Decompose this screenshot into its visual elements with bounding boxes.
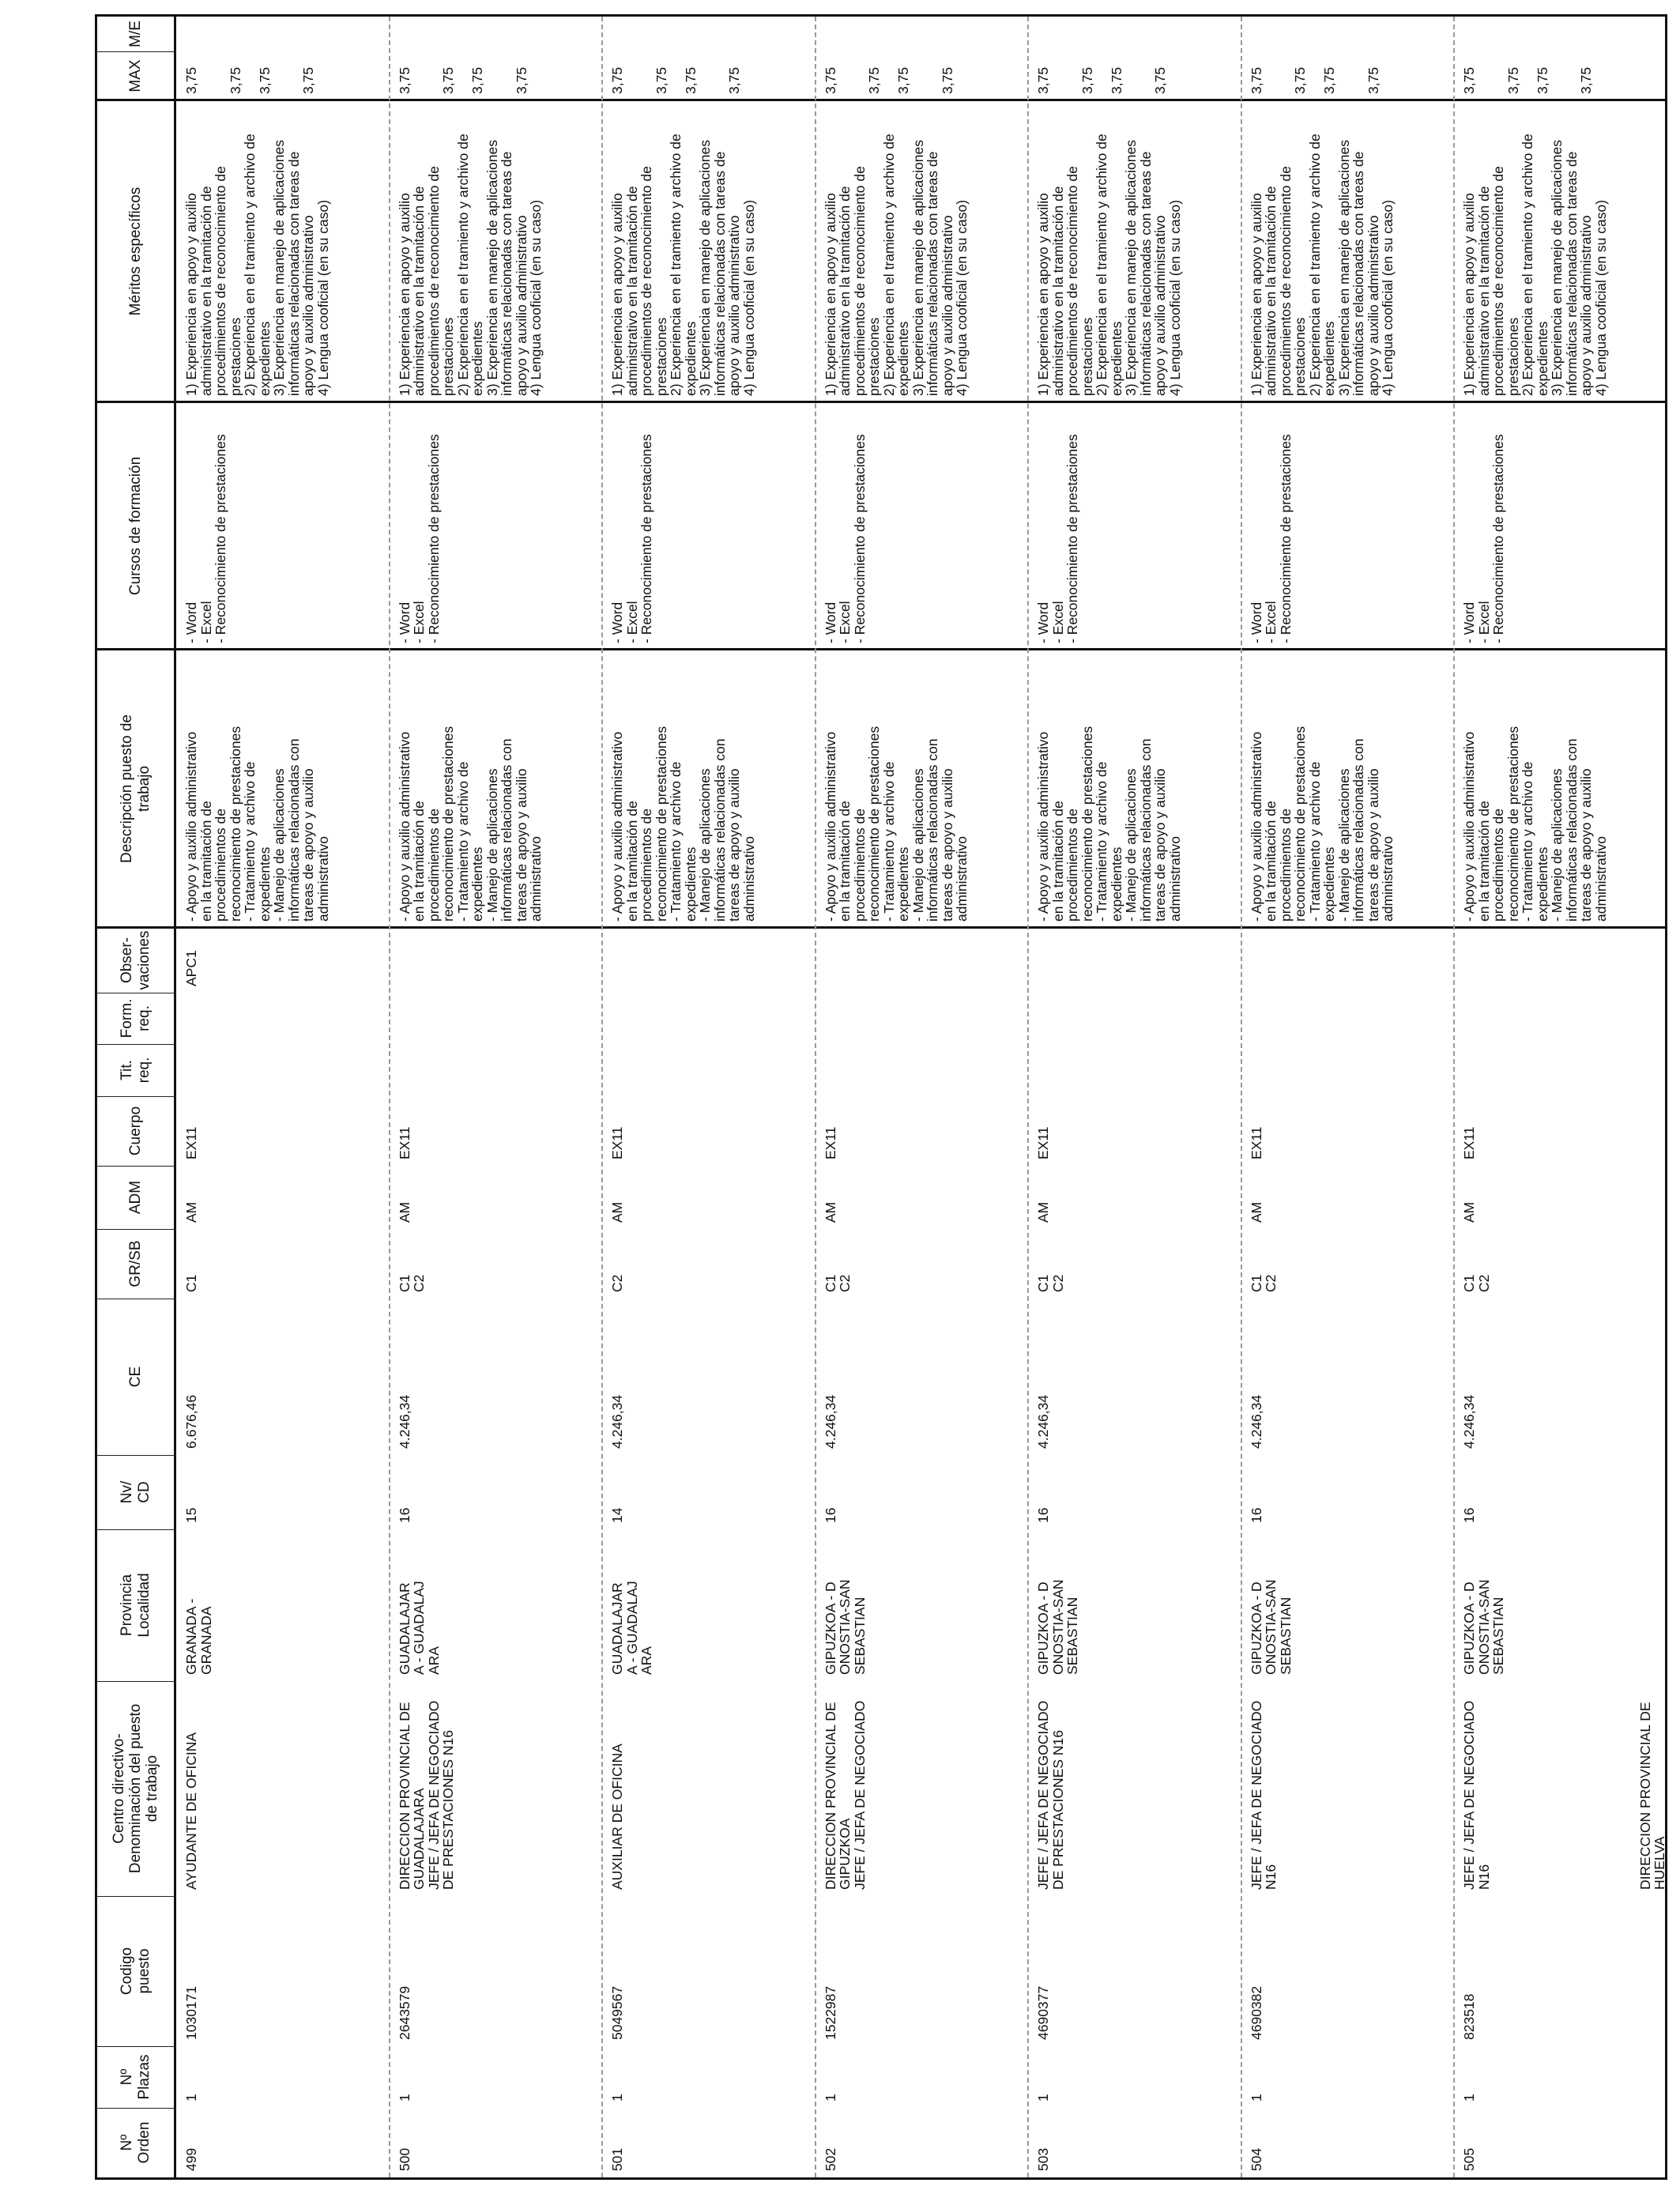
cell-nvcd: 16 xyxy=(396,1507,412,1523)
cell-obs xyxy=(1249,929,1453,986)
cell-cursos: - Word - Excel - Reconocimiento de prestaciones xyxy=(396,434,442,643)
cell-grsb: C1 C2 xyxy=(396,1274,428,1292)
cell-cuerpo: EX11 xyxy=(1248,1126,1264,1159)
header-meritos: Méritos específicos xyxy=(126,187,144,316)
cell-ce: 4.246,34 xyxy=(1035,1394,1051,1449)
column-divider xyxy=(97,1229,176,1230)
cell-obs xyxy=(610,929,814,986)
cell-centro: JEFE / JEFA DE NEGOCIADO DE PRESTACIONES N16 xyxy=(1035,1700,1066,1890)
cell-nvcd: 16 xyxy=(822,1507,838,1523)
cell-descripcion: - Apoyo y auxilio administrativo en la tramitación de procedimientos de reconocimiento de prestaciones - Tratamiento y archivo de expedientes - Manejo de aplicaciones informáticas relacionadas con tareas de apoyo y auxilio administrativo xyxy=(609,726,757,922)
cell-nvcd: 16 xyxy=(1035,1507,1051,1523)
cell-grsb: C1 C2 xyxy=(1248,1274,1279,1292)
cell-obs xyxy=(823,929,1027,986)
cell-cuerpo: EX11 xyxy=(609,1126,625,1159)
cell-descripcion: - Apoyo y auxilio administrativo en la tramitación de procedimientos de reconocimiento de prestaciones - Tratamiento y archivo de expedientes - Manejo de aplicaciones informáticas relacionadas con tareas de apoyo y auxilio administrativo xyxy=(1248,726,1396,922)
cell-grsb: C1 xyxy=(183,1274,199,1292)
row-divider xyxy=(1453,17,1455,2177)
row-divider xyxy=(389,17,390,2177)
cell-obs xyxy=(397,929,601,986)
cell-centro: DIRECCION PROVINCIAL DE GUADALAJARA JEFE / JEFA DE NEGOCIADO DE PRESTACIONES N16 xyxy=(396,1700,457,1890)
cell-obs: APC1 xyxy=(183,950,199,986)
cell-adm: AM xyxy=(396,1201,412,1223)
cell-codigo: 4690382 xyxy=(1248,1985,1264,2040)
cell-codigo: 2643579 xyxy=(396,1985,412,2040)
cell-grsb: C1 C2 xyxy=(1035,1274,1066,1292)
cell-max: 3,75 3,75 3,75 3,75 xyxy=(609,66,743,94)
table-row xyxy=(390,17,603,2177)
cell-meritos: 1) Experiencia en apoyo y auxilio administrativo en la tramitación de procedimientos de reconocimiento de prestaciones 2) Experiencia en el tramiento y archivo de expedientes 3) Experiencia en manejo de aplicaciones informáticas relacionadas con tareas de apoyo y auxilio administrativo 4) Lengua cooficial (en su caso) xyxy=(1248,134,1396,396)
cell-codigo: 5049567 xyxy=(609,1985,625,2040)
header-centro: Centro directivo- Denominación del puesto de trabajo xyxy=(110,1703,161,1874)
cell-plazas: 1 xyxy=(396,2094,412,2102)
row-divider xyxy=(1027,17,1029,2177)
cell-orden: 504 xyxy=(1248,2147,1264,2171)
cell-provincia: GIPUZKOA - D ONOSTIA-SAN SEBASTIAN xyxy=(822,1579,868,1675)
cell-adm: AM xyxy=(609,1201,625,1223)
column-divider xyxy=(97,1044,176,1045)
cell-cuerpo: EX11 xyxy=(1035,1126,1051,1159)
cell-nvcd: 14 xyxy=(609,1507,625,1523)
header-codigo: Codigo puesto xyxy=(119,1947,153,1996)
cell-orden: 505 xyxy=(1461,2147,1477,2171)
column-divider xyxy=(97,1681,176,1682)
cell-ce: 4.246,34 xyxy=(1461,1394,1477,1449)
cell-cursos: - Word - Excel - Reconocimiento de prestaciones xyxy=(1248,434,1294,643)
cell-orden: 499 xyxy=(183,2147,199,2171)
header-max: MAX xyxy=(126,59,144,92)
cell-ce: 4.246,34 xyxy=(822,1394,838,1449)
cell-cursos: - Word - Excel - Reconocimiento de prestaciones xyxy=(1461,434,1507,643)
cell-adm: AM xyxy=(1035,1201,1051,1223)
cell-cursos: - Word - Excel - Reconocimiento de prestaciones xyxy=(609,434,655,643)
cell-orden: 502 xyxy=(822,2147,838,2171)
cell-orden: 503 xyxy=(1035,2147,1051,2171)
cell-max: 3,75 3,75 3,75 3,75 xyxy=(1035,66,1169,94)
header-form: Form. req. xyxy=(119,998,153,1039)
cell-obs xyxy=(1462,929,1666,986)
cell-adm: AM xyxy=(183,1201,199,1223)
table-header xyxy=(97,17,176,2177)
cell-cuerpo: EX11 xyxy=(183,1126,199,1159)
cell-obs xyxy=(1036,929,1240,986)
cell-grsb: C2 xyxy=(609,1274,625,1292)
cell-descripcion: - Apoyo y auxilio administrativo en la tramitación de procedimientos de reconocimiento de prestaciones - Tratamiento y archivo de expedientes - Manejo de aplicaciones informáticas relacionadas con tareas de apoyo y auxilio administrativo xyxy=(396,726,544,922)
cell-cursos: - Word - Excel - Reconocimiento de prestaciones xyxy=(1035,434,1081,643)
cell-max: 3,75 3,75 3,75 3,75 xyxy=(183,66,317,94)
table-row xyxy=(1028,17,1241,2177)
cell-adm: AM xyxy=(822,1201,838,1223)
table-row xyxy=(602,17,816,2177)
job-positions-table xyxy=(95,14,1667,2180)
cell-nvcd: 16 xyxy=(1248,1507,1264,1523)
header-cursos: Cursos de formación xyxy=(126,456,144,596)
header-me: M/E xyxy=(126,21,144,47)
cell-provincia: GIPUZKOA - D ONOSTIA-SAN SEBASTIAN xyxy=(1248,1579,1294,1675)
column-divider xyxy=(97,648,1665,650)
cell-nvcd: 16 xyxy=(1461,1507,1477,1523)
column-divider xyxy=(97,2046,176,2047)
cell-plazas: 1 xyxy=(183,2094,199,2102)
cell-centro: JEFE / JEFA DE NEGOCIADO N16 xyxy=(1248,1700,1279,1890)
cell-provincia: GIPUZKOA - D ONOSTIA-SAN SEBASTIAN xyxy=(1461,1579,1507,1675)
header-cuerpo: Cuerpo xyxy=(126,1106,144,1156)
cell-ce: 4.246,34 xyxy=(1248,1394,1264,1449)
cell-codigo: 823518 xyxy=(1461,1993,1477,2040)
cell-codigo: 4690377 xyxy=(1035,1985,1051,2040)
column-divider xyxy=(97,1896,176,1897)
cell-provincia: GUADALAJAR A - GUADALAJ ARA xyxy=(396,1581,442,1675)
cell-meritos: 1) Experiencia en apoyo y auxilio administrativo en la tramitación de procedimientos de reconocimiento de prestaciones 2) Experiencia en el tramiento y archivo de expedientes 3) Experiencia en manejo de aplicaciones informáticas relacionadas con tareas de apoyo y auxilio administrativo 4) Lengua cooficial (en su caso) xyxy=(183,134,331,396)
cell-codigo: 1030171 xyxy=(183,1985,199,2040)
cell-max: 3,75 3,75 3,75 3,75 xyxy=(1248,66,1381,94)
cell-orden: 500 xyxy=(396,2147,412,2171)
cell-provincia: GIPUZKOA - D ONOSTIA-SAN SEBASTIAN xyxy=(1035,1579,1081,1675)
header-orden: Nº Orden xyxy=(119,2121,153,2164)
cell-grsb: C1 C2 xyxy=(822,1274,853,1292)
cell-meritos: 1) Experiencia en apoyo y auxilio administrativo en la tramitación de procedimientos de reconocimiento de prestaciones 2) Experiencia en el tramiento y archivo de expedientes 3) Experiencia en manejo de aplicaciones informáticas relacionadas con tareas de apoyo y auxilio administrativo 4) Lengua cooficial (en su caso) xyxy=(822,134,970,396)
header-plazas: Nº Plazas xyxy=(119,2054,153,2100)
table-row xyxy=(176,17,390,2177)
header-grsb: GR/SB xyxy=(126,1240,144,1287)
row-divider xyxy=(1241,17,1242,2177)
cell-provincia: GRANADA - GRANADA xyxy=(183,1598,214,1675)
cell-meritos: 1) Experiencia en apoyo y auxilio administrativo en la tramitación de procedimientos de reconocimiento de prestaciones 2) Experiencia en el tramiento y archivo de expedientes 3) Experiencia en manejo de aplicaciones informáticas relacionadas con tareas de apoyo y auxilio administrativo 4) Lengua cooficial (en su caso) xyxy=(1461,134,1609,396)
cell-plazas: 1 xyxy=(1248,2094,1264,2102)
column-divider xyxy=(97,99,1665,101)
cell-grsb: C1 C2 xyxy=(1461,1274,1492,1292)
column-divider xyxy=(97,51,176,52)
header-adm: ADM xyxy=(126,1180,144,1215)
table-row xyxy=(1241,17,1455,2177)
cell-descripcion: - Apoyo y auxilio administrativo en la tramitación de procedimientos de reconocimiento de prestaciones - Tratamiento y archivo de expedientes - Manejo de aplicaciones informáticas relacionadas con tareas de apoyo y auxilio administrativo xyxy=(183,726,331,922)
cell-centro: AYUDANTE DE OFICINA xyxy=(183,1732,199,1890)
header-provincia: Provincia Localidad xyxy=(119,1573,153,1638)
cell-descripcion: - Apoyo y auxilio administrativo en la tramitación de procedimientos de reconocimiento de prestaciones - Tratamiento y archivo de expedientes - Manejo de aplicaciones informáticas relacionadas con tareas de apoyo y auxilio administrativo xyxy=(822,726,970,922)
cell-descripcion: - Apoyo y auxilio administrativo en la tramitación de procedimientos de reconocimiento de prestaciones - Tratamiento y archivo de expedientes - Manejo de aplicaciones informáticas relacionadas con tareas de apoyo y auxilio administrativo xyxy=(1461,726,1609,922)
cell-meritos: 1) Experiencia en apoyo y auxilio administrativo en la tramitación de procedimientos de reconocimiento de prestaciones 2) Experiencia en el tramiento y archivo de expedientes 3) Experiencia en manejo de aplicaciones informáticas relacionadas con tareas de apoyo y auxilio administrativo 4) Lengua cooficial (en su caso) xyxy=(396,134,544,396)
header-obs: Obser- vaciones xyxy=(119,930,153,990)
cell-provincia: GUADALAJAR A - GUADALAJ ARA xyxy=(609,1581,655,1675)
cell-centro: JEFE / JEFA DE NEGOCIADO N16 DIRECCION PROVINCIAL DE HUELVA xyxy=(1461,1700,1668,1890)
cell-nvcd: 15 xyxy=(183,1507,199,1523)
cell-plazas: 1 xyxy=(609,2094,625,2102)
column-divider xyxy=(97,1455,176,1456)
cell-cuerpo: EX11 xyxy=(396,1126,412,1159)
cell-cursos: - Word - Excel - Reconocimiento de prestaciones xyxy=(183,434,229,643)
cell-plazas: 1 xyxy=(1035,2094,1051,2102)
cell-cuerpo: EX11 xyxy=(1461,1126,1477,1159)
header-descripcion: Descripción puesto de trabajo xyxy=(119,714,153,863)
cell-ce: 6.676,46 xyxy=(183,1394,199,1449)
column-divider xyxy=(97,926,1665,929)
table-row xyxy=(1454,17,1667,2177)
header-nvcd: Nv/ CD xyxy=(119,1480,153,1504)
cell-codigo: 1522987 xyxy=(822,1985,838,2040)
column-divider xyxy=(97,401,1665,403)
table-row xyxy=(816,17,1029,2177)
row-divider xyxy=(601,17,603,2177)
cell-cursos: - Word - Excel - Reconocimiento de prestaciones xyxy=(822,434,868,643)
column-divider xyxy=(97,1096,176,1097)
column-divider xyxy=(97,1529,176,1530)
cell-centro: AUXILIAR DE OFICINA xyxy=(609,1744,625,1890)
column-divider xyxy=(97,1166,176,1167)
row-divider xyxy=(815,17,816,2177)
cell-adm: AM xyxy=(1461,1201,1477,1223)
cell-plazas: 1 xyxy=(822,2094,838,2102)
header-tit: Tit. req. xyxy=(119,1057,153,1084)
cell-meritos: 1) Experiencia en apoyo y auxilio administrativo en la tramitación de procedimientos de reconocimiento de prestaciones 2) Experiencia en el tramiento y archivo de expedientes 3) Experiencia en manejo de aplicaciones informáticas relacionadas con tareas de apoyo y auxilio administrativo 4) Lengua cooficial (en su caso) xyxy=(609,134,757,396)
cell-ce: 4.246,34 xyxy=(396,1394,412,1449)
cell-centro: DIRECCION PROVINCIAL DE GIPUZKOA JEFE / JEFA DE NEGOCIADO xyxy=(822,1700,868,1890)
header-ce: CE xyxy=(126,1366,144,1388)
column-divider xyxy=(97,2108,176,2109)
cell-max: 3,75 3,75 3,75 3,75 xyxy=(396,66,529,94)
cell-ce: 4.246,34 xyxy=(609,1394,625,1449)
cell-cuerpo: EX11 xyxy=(822,1126,838,1159)
cell-adm: AM xyxy=(1248,1201,1264,1223)
cell-max: 3,75 3,75 3,75 3,75 xyxy=(822,66,955,94)
cell-max: 3,75 3,75 3,75 3,75 xyxy=(1461,66,1595,94)
cell-plazas: 1 xyxy=(1461,2094,1477,2102)
cell-descripcion: - Apoyo y auxilio administrativo en la tramitación de procedimientos de reconocimiento de prestaciones - Tratamiento y archivo de expedientes - Manejo de aplicaciones informáticas relacionadas con tareas de apoyo y auxilio administrativo xyxy=(1035,726,1183,922)
cell-orden: 501 xyxy=(609,2147,625,2171)
cell-meritos: 1) Experiencia en apoyo y auxilio administrativo en la tramitación de procedimientos de reconocimiento de prestaciones 2) Experiencia en el tramiento y archivo de expedientes 3) Experiencia en manejo de aplicaciones informáticas relacionadas con tareas de apoyo y auxilio administrativo 4) Lengua cooficial (en su caso) xyxy=(1035,134,1183,396)
